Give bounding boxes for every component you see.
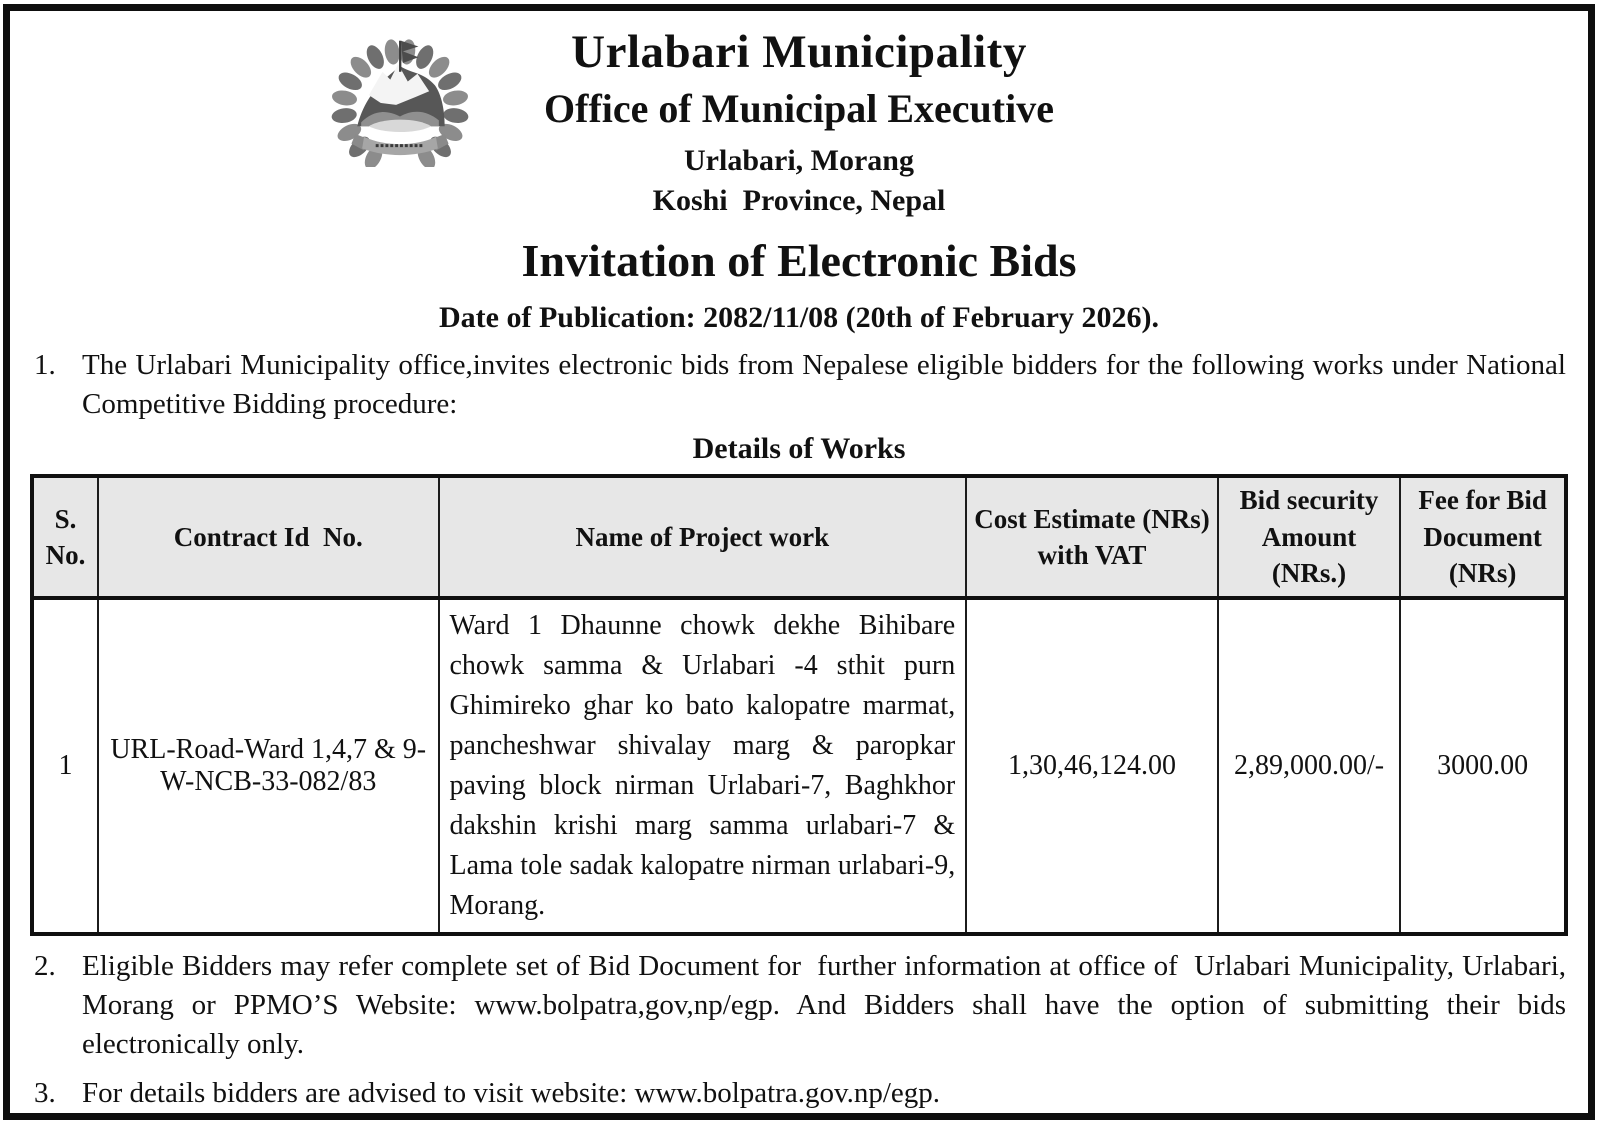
cell-bid-security: 2,89,000.00/- xyxy=(1218,598,1401,934)
cell-cost-estimate: 1,30,46,124.00 xyxy=(966,598,1218,934)
item-text: For details bidders are advised to visit website: www.bolpatra.gov.np/egp. xyxy=(82,1077,941,1110)
notice-item-1 xyxy=(30,346,1568,423)
works-table xyxy=(30,474,1568,936)
cell-contract-id: URL-Road-Ward 1,4,7 & 9-W-NCB-33-082/83 xyxy=(98,598,439,934)
cell-project-work: Ward 1 Dhaunne chowk dekhe Bihibare chowk samma & Urlabari -4 sthit purn Ghimireko ghar ko bato kalopatre marmat, pancheshwar shivalay marg & paropkar paving block nirman Urlabari-7, Baghkhor dakshin krishi marg samma urlabari-7 & Lama tole sadak kalopatre nirman urlabari-9, Morang. xyxy=(439,598,967,934)
col-header-contract-id: Contract Id No. xyxy=(98,476,439,598)
col-header-cost-estimate: Cost Estimate (NRs) with VAT xyxy=(966,476,1218,598)
document-header xyxy=(30,25,1568,218)
province-line: Koshi Province, Nepal xyxy=(652,184,946,217)
item-number: 3. xyxy=(34,1077,56,1110)
col-header-bid-fee: Fee for Bid Document (NRs) xyxy=(1400,476,1566,598)
item-text: Eligible Bidders may refer complete set of Bid Document for further information at office of Urlabari Municipality, Urlabari, Morang or PPMO’S Website: www.bolpatra,gov,np/egp. And Bidders shall have the option of submitting their bids electronically only. xyxy=(82,950,1566,1060)
item-number: 2. xyxy=(34,950,56,983)
item-number: 1. xyxy=(34,349,56,381)
office-name: Office of Municipal Executive xyxy=(544,86,1054,131)
municipality-name: Urlabari Municipality xyxy=(571,26,1027,78)
item-text: The Urlabari Municipality office,invites electronic bids from Nepalese eligible bidders for the following works under National Competitive Bidding procedure: xyxy=(82,349,1566,420)
location-line: Urlabari, Morang xyxy=(684,144,914,177)
publication-date: Date of Publication: 2082/11/08 (20th of February 2026). xyxy=(439,301,1159,334)
details-of-works-heading: Details of Works xyxy=(692,432,906,466)
notice-page xyxy=(3,4,1595,1120)
notice-item-2 xyxy=(30,947,1568,1063)
cell-bid-fee: 3000.00 xyxy=(1400,598,1566,934)
notice-title: Invitation of Electronic Bids xyxy=(521,235,1077,286)
notice-item-3 xyxy=(30,1074,1568,1113)
col-header-bid-security: Bid security Amount (NRs.) xyxy=(1218,476,1401,598)
nepal-emblem-logo xyxy=(330,31,470,167)
works-table-header xyxy=(32,476,1566,598)
col-header-s-no: S. No. xyxy=(32,476,98,598)
col-header-project-name: Name of Project work xyxy=(439,476,967,598)
table-row xyxy=(32,598,1566,934)
cell-s-no: 1 xyxy=(32,598,98,934)
